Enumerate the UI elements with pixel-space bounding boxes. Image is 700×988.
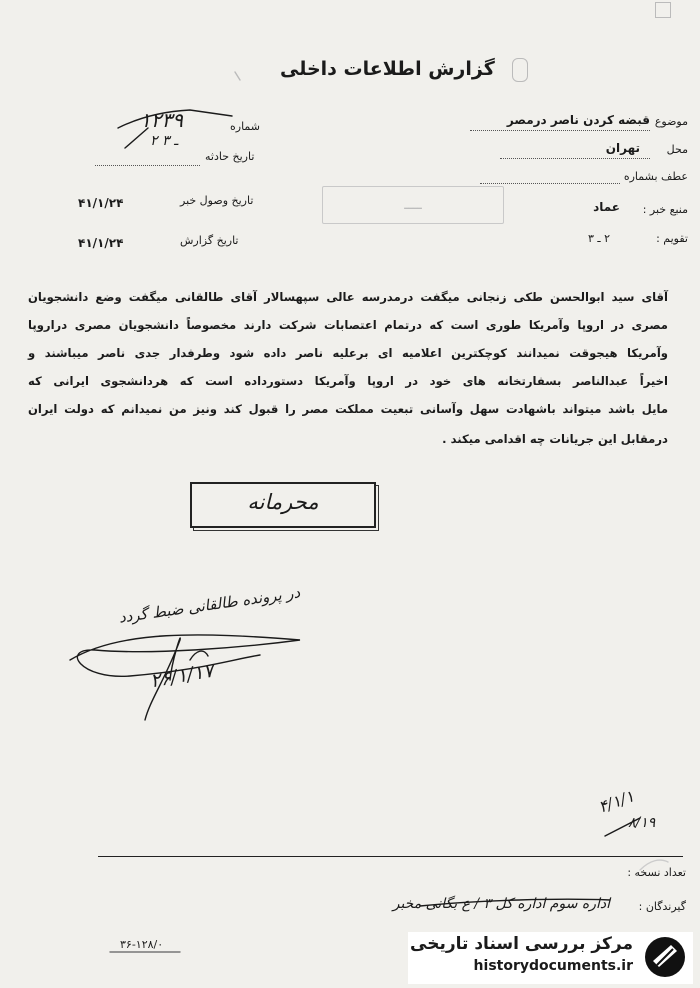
- body-line-1: آقای سید ابوالحسن طکی زنجانی میگفت درمدرسه عالی سپهسالار آقای طالقانی میگفت وضع دانشجویان: [28, 290, 668, 304]
- place-value: تهران: [605, 141, 640, 155]
- source-label: منبع خبر :: [642, 203, 688, 216]
- number-value: ۱۲۳۹: [140, 108, 183, 132]
- body-line-6: درمقابل این جریانات چه اقدامی میکند .: [442, 432, 668, 446]
- subject-label: موضوع: [654, 115, 688, 128]
- signature-loop-1: [70, 635, 300, 676]
- confidential-stamp-text: محرمانه: [247, 490, 319, 514]
- document-title: گزارش اطلاعات داخلی: [280, 58, 495, 80]
- body-line-4: اخیراً عبدالناصر بسفارتخانه های خود در اروپا وآمریکا دستورداده است که هردانشجوی ایرانی که: [28, 374, 668, 388]
- faint-mark-1: [235, 72, 240, 80]
- faded-stamp-text: ــــ: [404, 195, 422, 213]
- recipients-value: اداره سوم اداره کل ۳ / ع بگانی مخبر: [392, 896, 610, 912]
- event-date-label: تاریخ حادثه: [205, 150, 255, 163]
- recipients-underline: [420, 899, 610, 906]
- report-date-label: تاریخ گزارش: [180, 234, 239, 247]
- calendar-value: ۲ ـ ۳: [587, 232, 610, 245]
- number-slash-stroke: [125, 128, 148, 148]
- document-code: ۳۶-۱۲۸/۰: [120, 938, 164, 951]
- receipt-date-value: ۴۱/۱/۲۴: [78, 196, 124, 210]
- watermark-url: historydocuments.ir: [473, 958, 633, 974]
- handwritten-margin: ۴/۱/۱: [595, 786, 637, 817]
- watermark-title: مرکز بررسی اسناد تاریخی: [410, 934, 633, 954]
- number-label: شماره: [230, 120, 261, 133]
- report-date-value: ۴۱/۱/۲۴: [78, 236, 124, 250]
- calendar-label: تقویم :: [656, 232, 688, 245]
- body-line-5: مایل باشد میتواند باشهادت سهل وآسانی تبعیت مملکت مصر را قبول کند ونیز من نمیدانم که دولت ایران: [28, 402, 668, 416]
- recipients-label: گیرندگان :: [638, 900, 686, 913]
- handwritten-note: در پرونده طالقانی ضبط گردد: [117, 583, 302, 627]
- receipt-date-label: تاریخ وصول خبر: [180, 194, 254, 207]
- body-line-3: وآمریکا هیجوقت نمیدانند کوچکترین اعلامیه ای برعلیه ناصر داده شود وطرفدار جدی ناصر میباشند و: [28, 346, 668, 360]
- signature-loop-3: [190, 651, 208, 660]
- reference-label: عطف بشماره: [623, 170, 688, 183]
- faint-mark-2: [640, 860, 668, 870]
- place-label: محل: [666, 143, 688, 156]
- copies-label: تعداد نسخه :: [627, 866, 686, 879]
- handwritten-number: ۲۶/۱/۱۷: [148, 659, 216, 693]
- margin-stroke: [605, 818, 640, 836]
- subject-value: قبضه کردن ناصر درمصر: [506, 113, 650, 127]
- body-line-2: مصری در اروپا وآمریکا طوری است که درتمام اعتصابات شرکت دارند مخصوصاً دانشجویان مصری دراروپا: [28, 318, 668, 332]
- number-sub: ۲ ـ ۳: [150, 133, 179, 149]
- handwritten-margin-2: ۸/۱۹: [628, 815, 656, 831]
- source-value: عماد: [593, 200, 620, 214]
- number-underline-stroke: [118, 110, 232, 128]
